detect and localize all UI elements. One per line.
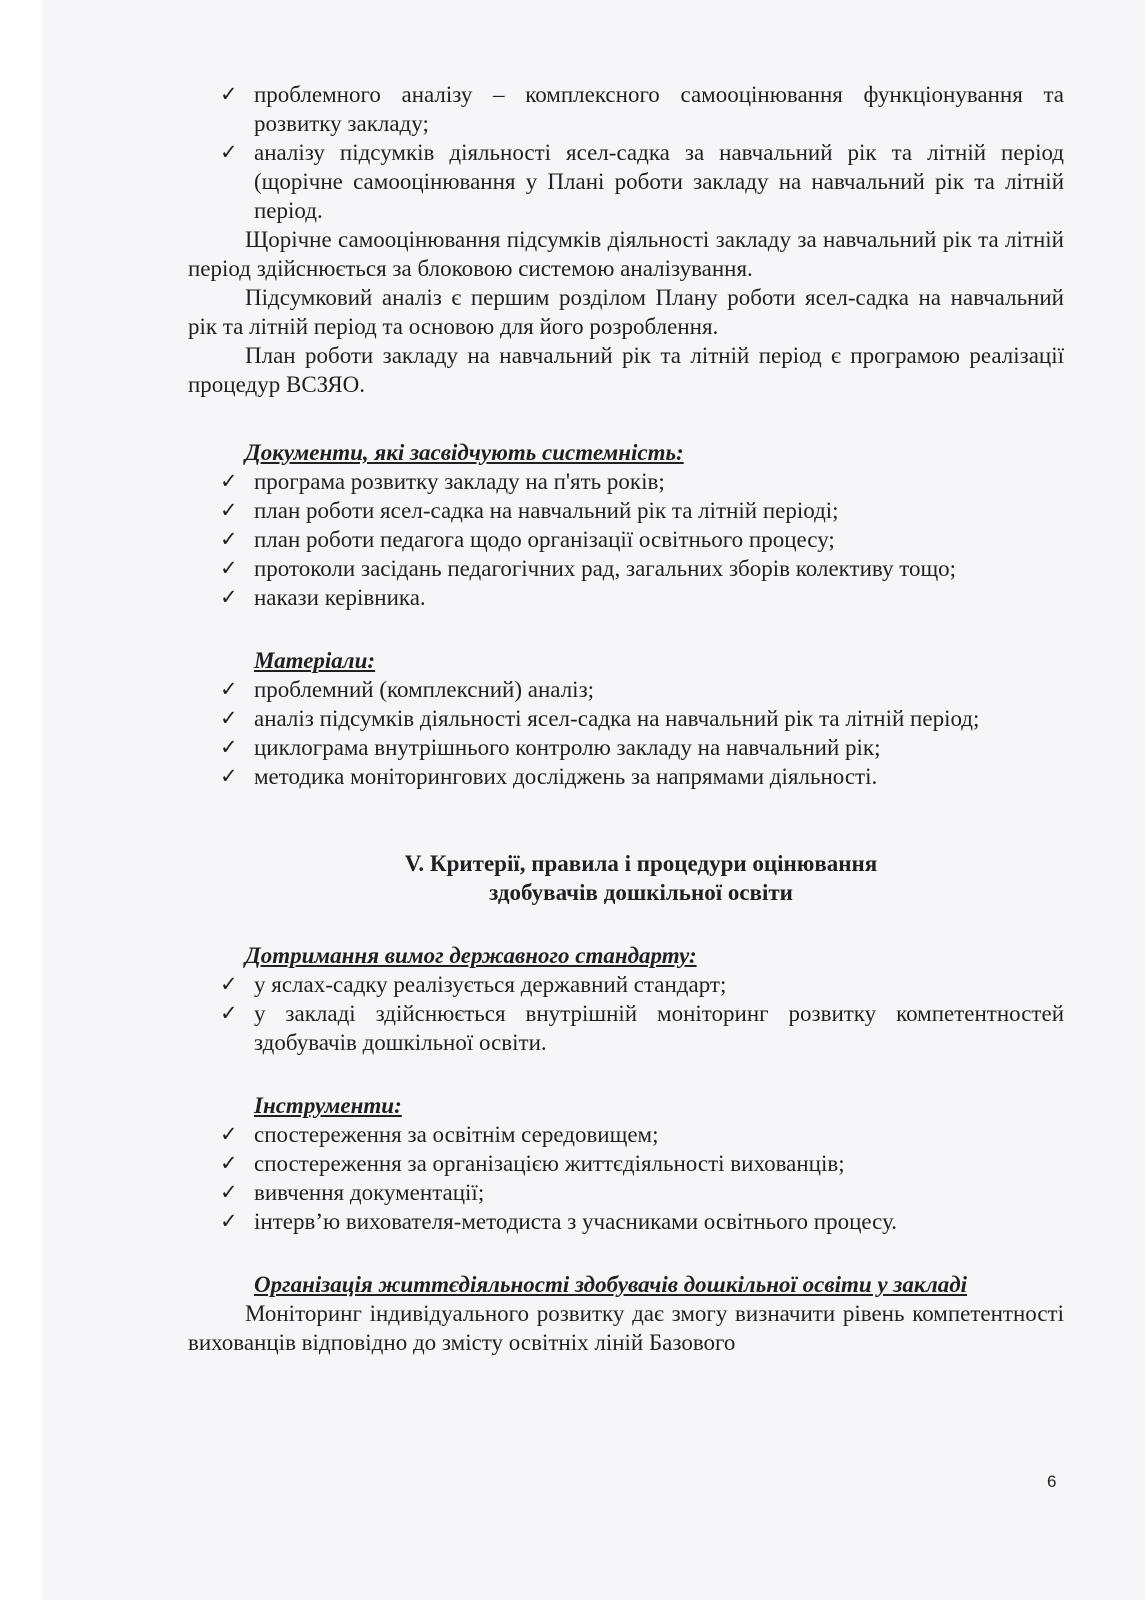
checkmark-icon: ✓ [220,469,238,493]
paragraph: Підсумковий аналіз є першим розділом Плану роботи ясел-садка на навчальний рік та літній період та основою для його розроблення. [188,285,1064,339]
checkmark-icon: ✓ [220,764,238,788]
checkmark-icon: ✓ [220,706,238,730]
paragraph: Моніторинг індивідуального розвитку дає змогу визначити рівень компетентності вихованців відповідно до змісту освітніх ліній Базового [188,1301,1064,1355]
materials-list [188,675,1064,791]
paragraph: Щорічне самооцінювання підсумків діяльності закладу за навчальний рік та літній період здійснюється за блоковою системою аналізування. [188,227,1064,281]
organization-heading: Організація життєдіяльності здобувачів дошкільної освіти у закладі [254,1272,968,1297]
list-item: ✓ циклограма внутрішнього контролю закладу на навчальний рік; [220,735,881,760]
paragraph: План роботи закладу на навчальний рік та літній період є програмою реалізації процедур ВСЗЯО. [188,343,1064,397]
list-item: ✓ у закладі здійснюється внутрішній моніторинг розвитку компетентностей здобувачів дошкільної освіти. [220,1001,1064,1055]
tools-heading: Інструменти: [254,1093,402,1118]
checkmark-icon: ✓ [220,1180,238,1204]
checkmark-icon: ✓ [220,556,238,580]
page-content [188,80,1064,1357]
list-item: ✓ аналізу підсумків діяльності ясел-садка за навчальний рік та літній період (щорічне самооцінювання у Плані роботи закладу на навчальний рік та літній період. [220,140,1064,223]
list-item: ✓ накази керівника. [220,585,426,610]
standard-list [188,970,1064,1057]
list-item: ✓ аналіз підсумків діяльності ясел-садка на навчальний рік та літній період; [220,706,980,731]
checkmark-icon: ✓ [220,527,238,551]
list-item: ✓ інтерв’ю вихователя-методиста з учасниками освітнього процесу. [220,1209,898,1234]
checkmark-icon: ✓ [220,1122,238,1146]
list-item: ✓ проблемний (комплексний) аналіз; [220,677,595,702]
checkmark-icon: ✓ [220,140,238,164]
list-item: ✓ вивчення документації; [220,1180,485,1205]
checkmark-icon: ✓ [220,1151,238,1175]
list-item: ✓ план роботи ясел-садка на навчальний рік та літній періоді; [220,498,839,523]
tools-list [188,1120,1064,1236]
page-number: 6 [1047,1472,1057,1491]
checkmark-icon: ✓ [220,972,238,996]
documents-heading: Документи, які засвідчують системність: [245,440,684,465]
checkmark-icon: ✓ [220,677,238,701]
list-item: ✓ методика моніторингових досліджень за напрямами діяльності. [220,764,878,789]
checkmark-icon: ✓ [220,498,238,522]
list-item: ✓ спостереження за організацією життєдіяльності вихованців; [220,1151,845,1176]
list-item: ✓ програма розвитку закладу на п'ять років; [220,469,665,494]
standard-heading: Дотримання вимог державного стандарту: [245,943,697,968]
checkmark-icon: ✓ [220,585,238,609]
list-item: ✓ спостереження за освітнім середовищем; [220,1122,659,1147]
checkmark-icon: ✓ [220,1001,238,1025]
checkmark-icon: ✓ [220,82,238,106]
documents-list [188,467,1064,612]
section-title: V. Критерії, правила і процедури оцінювання [404,851,878,876]
list-item: ✓ протоколи засідань педагогічних рад, загальних зборів колективу тощо; [220,556,957,581]
materials-heading: Матеріали: [254,648,376,673]
list-item: ✓ план роботи педагога щодо організації освітнього процесу; [220,527,835,552]
scan-margin [0,0,42,1600]
checkmark-icon: ✓ [220,1209,238,1233]
list-item: ✓ проблемного аналізу – комплексного самооцінювання функціонування та розвитку закладу; [220,82,1064,136]
list-item: ✓ у яслах-садку реалізується державний стандарт; [220,972,727,997]
top-list [188,80,1064,225]
section-title: здобувачів дошкільної освіти [489,880,793,905]
checkmark-icon: ✓ [220,735,238,759]
